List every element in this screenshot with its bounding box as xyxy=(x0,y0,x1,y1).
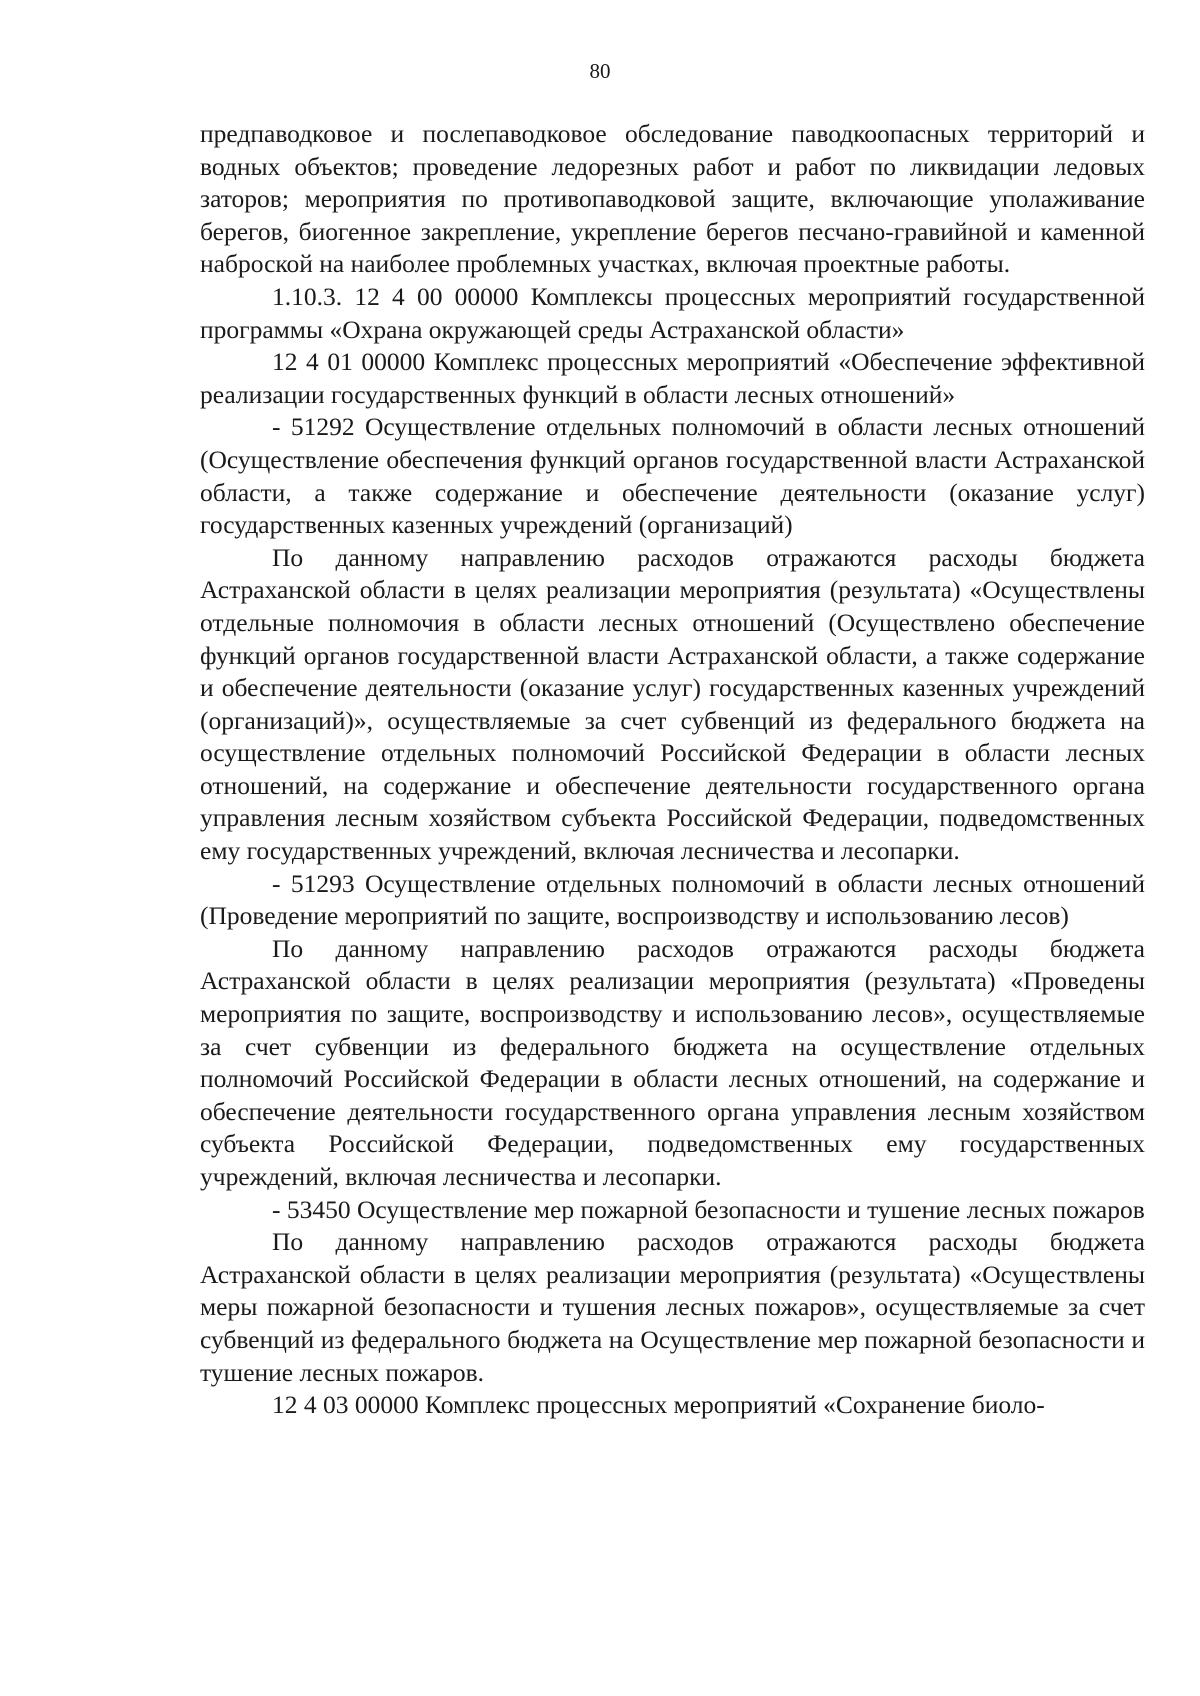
paragraph-code-51293: - 51293 Осуществление отдельных полномочий в области лесных отношений (Проведение мероприятий по защите, воспроизводству и использованию лесов) xyxy=(200,868,1145,931)
paragraph-flood-measures-continued: предпаводковое и послепаводковое обследование паводкоопасных территорий и водных объектов; проведение ледорезных работ и работ по ликвидации ледовых заторов; мероприятия по противопаводковой защите, включающие уполаживание берегов, биогенное закрепление, укрепление берегов песчано-гравийной и каменной наброской на наиболее проблемных участках, включая проектные работы. xyxy=(200,119,1145,279)
paragraph-code-51293-description: По данному направлению расходов отражаются расходы бюджета Астраханской области в целях реализации мероприятия (результата) «Проведены мероприятия по защите, воспроизводству и использованию лесов», осуществляемые за счет субвенции из федерального бюджета на осуществление отдельных полномочий Российской Федерации в области лесных отношений, на содержание и обеспечение деятельности государственного органа управления лесным хозяйством субъекта Российской Федерации, подведомственных ему государственных учреждений, включая лесничества и лесопарки. xyxy=(200,933,1145,1191)
paragraph-code-51292-description: По данному направлению расходов отражаются расходы бюджета Астраханской области в целях реализации мероприятия (результата) «Осуществлены отдельные полномочия в области лесных отношений (Осуществлено обеспечение функций органов государственной власти Астраханской области, а также содержание и обеспечение деятельности (оказание услуг) государственных казенных учреждений (организаций)», осуществляемые за счет субвенций из федерального бюджета на осуществление отдельных полномочий Российской Федерации в области лесных отношений, на содержание и обеспечение деятельности государственного органа управления лесным хозяйством субъекта Российской Федерации, подведомственных ему государственных учреждений, включая лесничества и лесопарки. xyxy=(200,542,1145,866)
document-body xyxy=(200,118,1145,1422)
paragraph-code-51292: - 51292 Осуществление отдельных полномочий в области лесных отношений (Осуществление обеспечения функций органов государственной власти Астраханской области, а также содержание и обеспечение деятельности (оказание услуг) государственных казенных учреждений (организаций) xyxy=(200,412,1145,540)
paragraph-code-53450: - 53450 Осуществление мер пожарной безопасности и тушение лесных пожаров xyxy=(272,1194,1145,1224)
paragraph-section-1-10-3-heading: 1.10.3. 12 4 00 00000 Комплексы процессных мероприятий государственной программы «Охрана окружающей среды Астраханской области» xyxy=(200,281,1145,344)
paragraph-complex-12-4-01: 12 4 01 00000 Комплекс процессных мероприятий «Обеспечение эффективной реализации государственных функций в области лесных отношений» xyxy=(200,347,1145,409)
paragraph-code-53450-description: По данному направлению расходов отражаются расходы бюджета Астраханской области в целях реализации мероприятия (результата) «Осуществлены меры пожарной безопасности и тушения лесных пожаров», осуществляемые за счет субвенций из федерального бюджета на Осуществление мер пожарной безопасности и тушение лесных пожаров. xyxy=(200,1227,1145,1387)
paragraph-complex-12-4-03: 12 4 03 00000 Комплекс процессных мероприятий «Сохранение биоло- xyxy=(272,1390,1045,1420)
page-number: 80 xyxy=(589,59,611,83)
